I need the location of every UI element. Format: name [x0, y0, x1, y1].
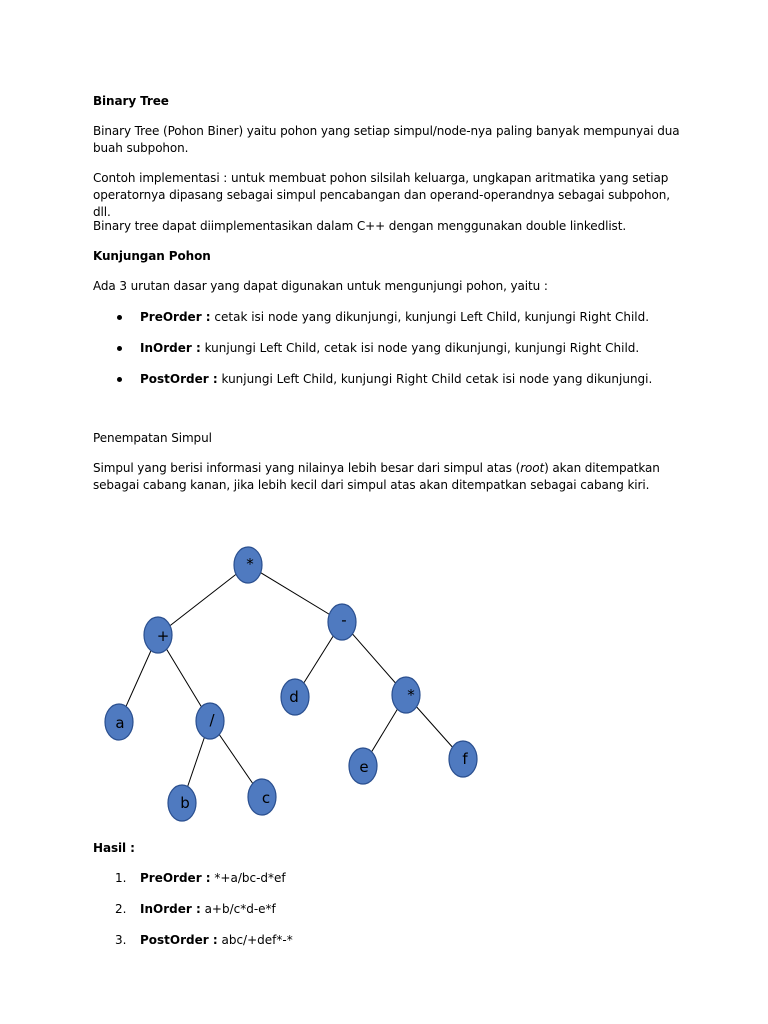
implementation-paragraph: Binary tree dapat diimplementasikan dalam C++ dengan menggunakan double linkedlist.: [93, 219, 627, 233]
order-desc: cetak isi node yang dikunjungi, kunjungi Left Child, kunjungi Right Child.: [210, 310, 650, 324]
order-desc: kunjungi Left Child, kunjungi Right Child cetak isi node yang dikunjungi.: [217, 372, 653, 386]
result-number: 1.: [115, 871, 127, 885]
placement-text-1: Simpul yang berisi informasi yang nilainya lebih besar dari simpul atas (: [93, 461, 521, 475]
result-list: [115, 870, 705, 963]
node-label: c: [261, 789, 271, 807]
result-heading: Hasil :: [93, 841, 135, 855]
node-label: f: [462, 750, 468, 768]
placement-text-2: ) akan ditempatkan sebagai cabang kanan, jika lebih kecil dari simpul atas akan ditempatkan sebagai cabang kiri.: [93, 461, 660, 492]
order-name: PreOrder :: [140, 310, 211, 324]
result-label: PreOrder :: [140, 871, 211, 885]
result-number: 2.: [115, 902, 127, 916]
result-label: PostOrder :: [140, 933, 218, 947]
node-label: +: [156, 627, 170, 645]
tree-node: [168, 785, 196, 821]
list-item: [115, 870, 705, 887]
node-label: b: [180, 794, 190, 812]
edge-root-minus: [248, 565, 342, 622]
tree-node: [144, 617, 172, 653]
node-label: a: [115, 714, 125, 732]
node-label: *: [407, 686, 415, 704]
node-label: d: [289, 688, 299, 706]
tree-node: [349, 748, 377, 784]
tree-node: [196, 703, 224, 739]
example-paragraph: Contoh implementasi : untuk membuat pohon silsilah keluarga, ungkapan aritmatika yang setiap operatornya dipasang sebagai simpul pencabangan dan operand-operandnya sebagai subpohon, dll.: [93, 171, 670, 219]
intro-paragraph: Binary Tree (Pohon Biner) yaitu pohon yang setiap simpul/node-nya paling banyak mempunyai dua buah subpohon.: [93, 124, 680, 155]
result-label: InOrder :: [140, 902, 201, 916]
placement-root: root: [520, 461, 545, 475]
tree-node: [234, 547, 262, 583]
node-circle: [392, 677, 420, 713]
list-item: [115, 901, 705, 918]
tree-node: [248, 779, 276, 815]
list-item: [115, 932, 705, 949]
order-name: InOrder :: [140, 341, 201, 355]
result-number: 3.: [115, 933, 127, 947]
tree-node: [281, 679, 309, 715]
result-value: a+b/c*d-e*f: [200, 902, 276, 916]
edge-root-plus: [158, 565, 248, 635]
tree-node: [449, 741, 477, 777]
placement-heading: Penempatan Simpul: [93, 431, 212, 445]
result-value: abc/+def*-*: [217, 933, 293, 947]
visit-intro: Ada 3 urutan dasar yang dapat digunakan untuk mengunjungi pohon, yaitu :: [93, 279, 548, 293]
node-label: *: [246, 555, 254, 573]
tree-nodes: [105, 547, 477, 821]
visit-heading: Kunjungan Pohon: [93, 249, 211, 263]
node-label: -: [341, 611, 347, 629]
doc-title: Binary Tree: [93, 94, 169, 108]
node-label: e: [359, 758, 369, 776]
tree-node: [105, 704, 133, 740]
tree-node: [392, 677, 420, 713]
order-desc: kunjungi Left Child, cetak isi node yang dikunjungi, kunjungi Right Child.: [200, 341, 640, 355]
order-name: PostOrder :: [140, 372, 218, 386]
result-value: *+a/bc-d*ef: [210, 871, 286, 885]
node-label: /: [209, 711, 215, 729]
tree-node: [328, 604, 356, 640]
